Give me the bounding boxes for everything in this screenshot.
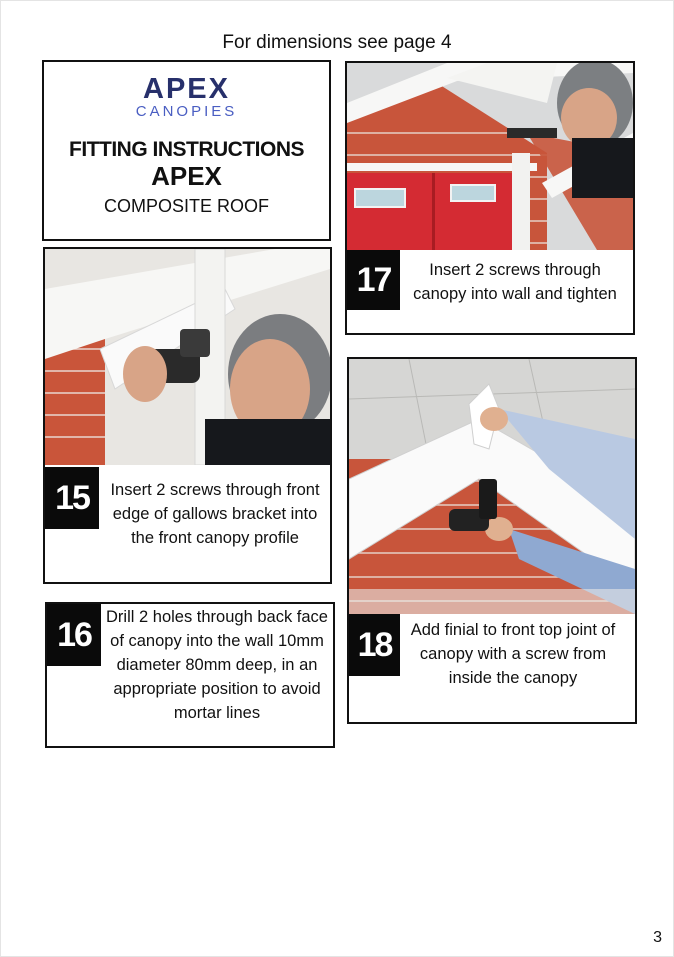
page-number: 3	[653, 929, 662, 946]
apex-canopies-logo	[44, 74, 329, 120]
step-18-number: 18	[349, 614, 400, 676]
step-17-number: 17	[347, 250, 400, 310]
title-line-1: FITTING INSTRUCTIONS	[69, 138, 304, 161]
step-15-photo	[45, 249, 330, 465]
step-18-text: Add finial to front top joint of canopy with a screw from inside the canopy	[410, 621, 616, 687]
title-box	[42, 60, 331, 241]
title-line-2: APEX	[151, 161, 222, 191]
step-17-text: Insert 2 screws through canopy into wall and tighten	[413, 261, 617, 303]
step-15-text: Insert 2 screws through front edge of gallows bracket into the front canopy profile	[110, 481, 320, 547]
title-line-3: COMPOSITE ROOF	[103, 196, 269, 216]
step-16-number: 16	[47, 604, 101, 666]
step-15-number: 15	[45, 467, 99, 529]
step-17-photo	[347, 63, 633, 250]
logo-apex-text: APEX	[143, 73, 230, 105]
step-18-photo	[349, 359, 635, 614]
logo-canopies-text: CANOPIES	[135, 103, 238, 120]
step-16-text: Drill 2 holes through back face of canopy into the wall 10mm diameter 80mm deep, in an appropriate position to avoid mortar lines	[106, 608, 328, 722]
dimensions-note: For dimensions see page 4	[222, 32, 452, 53]
